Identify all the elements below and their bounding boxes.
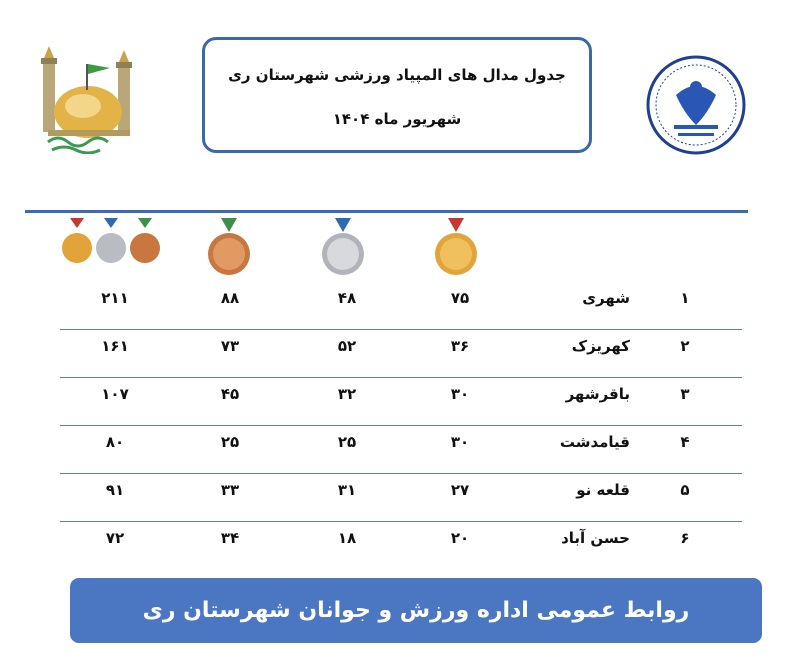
city-cell: حسن آباد xyxy=(561,529,630,547)
rank-cell: ۵ xyxy=(680,481,690,499)
gold-cell: ۲۰ xyxy=(450,529,470,547)
city-cell: قیامدشت xyxy=(559,433,630,451)
rank-cell: ۳ xyxy=(680,385,690,403)
total-cell: ۱۰۷ xyxy=(101,385,129,403)
page-subtitle: شهریور ماه ۱۴۰۴ xyxy=(332,110,462,128)
city-cell: شهری xyxy=(582,289,630,307)
total-cell: ۲۱۱ xyxy=(101,289,129,307)
bronze-cell: ۳۳ xyxy=(220,481,240,499)
gold-cell: ۳۶ xyxy=(450,337,470,355)
rank-cell: ۶ xyxy=(680,529,690,547)
table-row xyxy=(60,426,742,474)
gold-medal-icon xyxy=(433,218,479,278)
table-row xyxy=(60,330,742,378)
silver-cell: ۳۱ xyxy=(337,481,357,499)
header-divider xyxy=(25,210,748,213)
silver-cell: ۲۵ xyxy=(337,433,357,451)
sports-department-logo-icon xyxy=(646,55,746,155)
silver-medal-icon xyxy=(320,218,366,278)
gold-cell: ۷۵ xyxy=(450,289,470,307)
silver-cell: ۵۲ xyxy=(337,337,357,355)
rank-cell: ۲ xyxy=(680,337,690,355)
total-cell: ۹۱ xyxy=(105,481,125,499)
gold-cell: ۲۷ xyxy=(450,481,470,499)
footer-banner: روابط عمومی اداره ورزش و جوانان شهرستان ری xyxy=(70,578,762,643)
silver-cell: ۴۸ xyxy=(337,289,357,307)
table-row xyxy=(60,282,742,330)
gold-cell: ۳۰ xyxy=(450,433,470,451)
medal-set-icon xyxy=(60,218,162,268)
rank-cell: ۴ xyxy=(680,433,690,451)
bronze-cell: ۸۸ xyxy=(220,289,240,307)
silver-cell: ۱۸ xyxy=(337,529,357,547)
bronze-cell: ۷۳ xyxy=(220,337,240,355)
gold-cell: ۳۰ xyxy=(450,385,470,403)
city-cell: باقرشهر xyxy=(565,385,630,403)
title-box xyxy=(202,37,592,153)
table-row xyxy=(60,522,742,570)
silver-cell: ۳۲ xyxy=(337,385,357,403)
bronze-cell: ۴۵ xyxy=(220,385,240,403)
total-cell: ۷۲ xyxy=(105,529,125,547)
bronze-cell: ۲۵ xyxy=(220,433,240,451)
total-cell: ۱۶۱ xyxy=(101,337,129,355)
total-cell: ۸۰ xyxy=(105,433,125,451)
table-row xyxy=(60,474,742,522)
bronze-medal-icon xyxy=(206,218,252,278)
page-title: جدول مدال های المپیاد ورزشی شهرستان ری xyxy=(228,66,566,84)
city-cell: کهریزک xyxy=(571,337,630,355)
rank-cell: ۱ xyxy=(680,289,690,307)
city-cell: قلعه نو xyxy=(576,481,630,499)
bronze-cell: ۳۴ xyxy=(220,529,240,547)
table-row xyxy=(60,378,742,426)
shrine-dome-icon xyxy=(38,44,138,154)
